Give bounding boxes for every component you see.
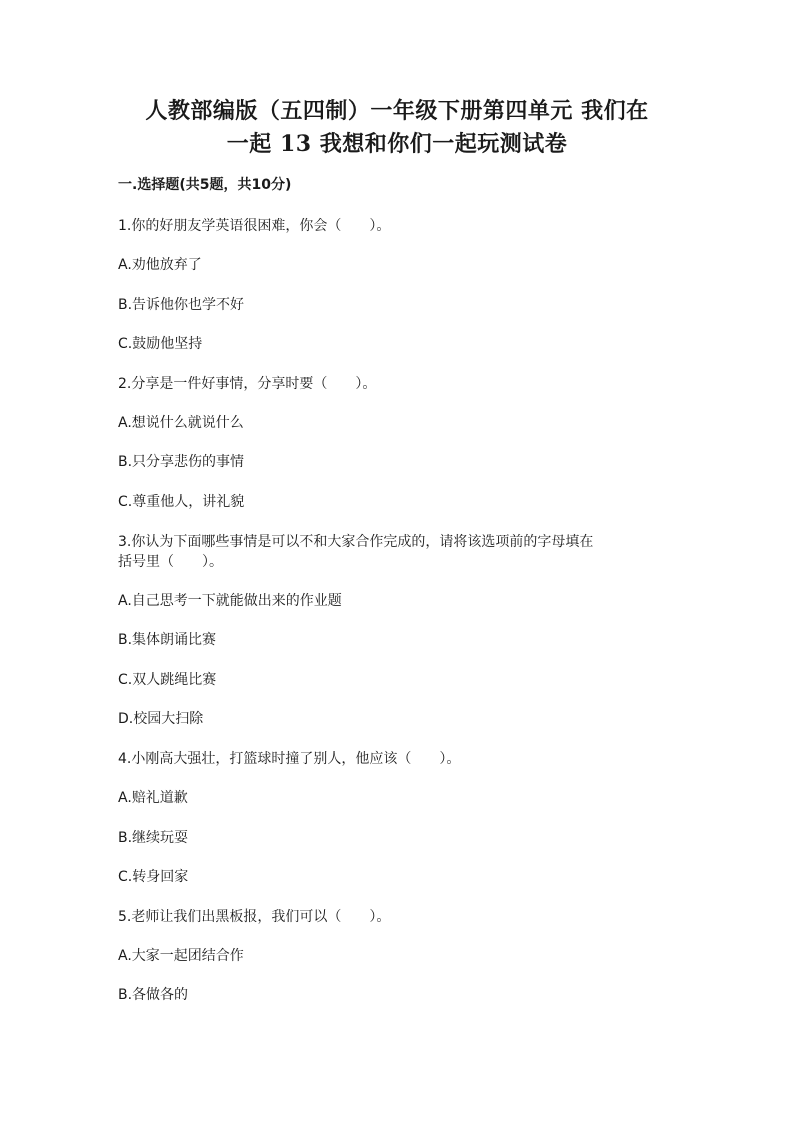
question-4-option-b: B.继续玩耍 <box>118 830 189 846</box>
question-3-option-c: C.双人跳绳比赛 <box>118 672 217 688</box>
question-2-option-b: B.只分享悲伤的事情 <box>118 454 245 470</box>
question-2-stem: 2.分享是一件好事情，分享时要（ ）。 <box>118 376 377 392</box>
question-3-option-a: A.自己思考一下就能做出来的作业题 <box>118 593 342 609</box>
question-1-option-c: C.鼓励他坚持 <box>118 336 203 352</box>
question-5-stem: 5.老师让我们出黑板报，我们可以（ ）。 <box>118 909 391 925</box>
question-3-option-b: B.集体朗诵比赛 <box>118 632 217 648</box>
question-4-option-c: C.转身回家 <box>118 869 189 885</box>
question-4-stem: 4.小刚高大强壮，打篮球时撞了别人，他应该（ ）。 <box>118 751 461 767</box>
question-4-option-a: A.赔礼道歉 <box>118 790 188 806</box>
page-title-line-1: 人教部编版（五四制）一年级下册第四单元 我们在 <box>145 98 649 124</box>
question-1-option-b: B.告诉他你也学不好 <box>118 297 245 313</box>
question-3-option-d: D.校园大扫除 <box>118 711 204 727</box>
question-3-stem-line-2: 括号里（ ）。 <box>118 554 223 570</box>
section-header: 一.选择题(共5题，共10分) <box>118 177 292 193</box>
question-5-option-b: B.各做各的 <box>118 987 189 1003</box>
question-5-option-a: A.大家一起团结合作 <box>118 948 244 964</box>
question-1-option-a: A.劝他放弃了 <box>118 257 202 273</box>
question-1-stem: 1.你的好朋友学英语很困难，你会（ ）。 <box>118 218 391 234</box>
page-title-line-2: 一起 13 我想和你们一起玩测试卷 <box>226 131 568 157</box>
question-2-option-a: A.想说什么就说什么 <box>118 415 244 431</box>
question-3-stem-line-1: 3.你认为下面哪些事情是可以不和大家合作完成的，请将该选项前的字母填在 <box>118 534 594 550</box>
question-2-option-c: C.尊重他人，讲礼貌 <box>118 494 245 510</box>
